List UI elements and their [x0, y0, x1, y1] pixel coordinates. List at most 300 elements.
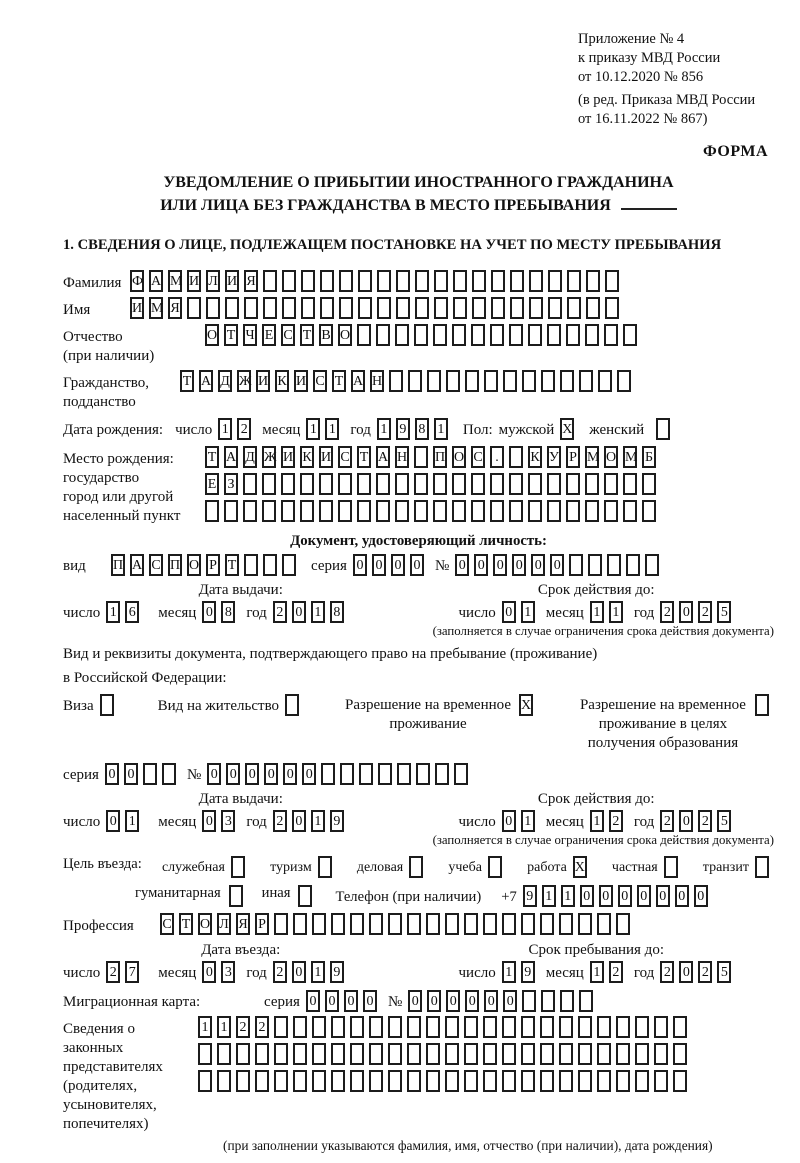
char-cell[interactable]	[433, 500, 447, 522]
char-cell[interactable]	[217, 1070, 231, 1092]
char-cell[interactable]: 1	[434, 418, 448, 440]
char-cell[interactable]: 2	[273, 961, 287, 983]
char-cell[interactable]	[623, 500, 637, 522]
char-cell[interactable]: Т	[225, 554, 239, 576]
char-cell[interactable]	[369, 1070, 383, 1092]
char-cell[interactable]: 1	[198, 1016, 212, 1038]
char-cell[interactable]: Д	[218, 370, 232, 392]
char-cell[interactable]: 0	[679, 810, 693, 832]
purpose-official-checkbox[interactable]	[231, 856, 250, 878]
char-cell[interactable]	[340, 763, 354, 785]
char-cell[interactable]: И	[319, 446, 333, 468]
char-cell[interactable]	[377, 270, 391, 292]
char-cell[interactable]	[605, 297, 619, 319]
char-cell[interactable]: 1	[590, 961, 604, 983]
char-cell[interactable]	[566, 500, 580, 522]
char-cell[interactable]	[301, 297, 315, 319]
birthdate-year-input[interactable]	[377, 418, 453, 440]
char-cell[interactable]: А	[130, 554, 144, 576]
char-cell[interactable]	[521, 1043, 535, 1065]
purpose-work-checkbox[interactable]	[573, 856, 592, 878]
char-cell[interactable]	[654, 1070, 668, 1092]
char-cell[interactable]: 2	[698, 810, 712, 832]
char-cell[interactable]	[293, 913, 307, 935]
char-cell[interactable]	[559, 1016, 573, 1038]
stay-until-day[interactable]	[502, 961, 540, 983]
char-cell[interactable]: И	[225, 270, 239, 292]
char-cell[interactable]	[548, 270, 562, 292]
char-cell[interactable]	[547, 473, 561, 495]
char-cell[interactable]	[217, 1043, 231, 1065]
char-cell[interactable]: Н	[395, 446, 409, 468]
char-cell[interactable]	[206, 297, 220, 319]
birthplace-line1-input[interactable]	[205, 446, 661, 468]
char-cell[interactable]: П	[168, 554, 182, 576]
char-cell[interactable]	[244, 297, 258, 319]
char-cell[interactable]	[255, 1070, 269, 1092]
char-cell[interactable]: Я	[244, 270, 258, 292]
char-cell[interactable]: 0	[353, 554, 367, 576]
char-cell[interactable]: 1	[217, 1016, 231, 1038]
char-cell[interactable]	[521, 1016, 535, 1038]
purpose-private-checkbox[interactable]	[664, 856, 683, 878]
char-cell[interactable]	[414, 446, 428, 468]
char-cell[interactable]	[446, 370, 460, 392]
birthdate-day-input[interactable]	[218, 418, 256, 440]
birthplace-line2-input[interactable]	[205, 473, 661, 495]
char-cell[interactable]: 0	[474, 554, 488, 576]
char-cell[interactable]	[510, 297, 524, 319]
char-cell[interactable]	[357, 324, 371, 346]
char-cell[interactable]: 0	[408, 990, 422, 1012]
char-cell[interactable]	[635, 1016, 649, 1038]
char-cell[interactable]	[464, 1016, 478, 1038]
char-cell[interactable]: 0	[465, 990, 479, 1012]
firstname-input[interactable]	[130, 297, 624, 319]
char-cell[interactable]	[416, 763, 430, 785]
char-cell[interactable]	[274, 1070, 288, 1092]
char-cell[interactable]	[472, 297, 486, 319]
char-cell[interactable]	[243, 473, 257, 495]
char-cell[interactable]: Т	[357, 446, 371, 468]
char-cell[interactable]: 0	[656, 885, 670, 907]
char-cell[interactable]: 0	[618, 885, 632, 907]
identity-expiry-month[interactable]	[590, 601, 628, 623]
char-cell[interactable]	[560, 370, 574, 392]
char-cell[interactable]	[321, 763, 335, 785]
char-cell[interactable]	[434, 297, 448, 319]
char-cell[interactable]	[471, 500, 485, 522]
char-cell[interactable]	[540, 1070, 554, 1092]
identity-issue-year[interactable]	[273, 601, 349, 623]
char-cell[interactable]	[585, 324, 599, 346]
char-cell[interactable]: О	[205, 324, 219, 346]
char-cell[interactable]: 0	[531, 554, 545, 576]
char-cell[interactable]	[502, 1043, 516, 1065]
char-cell[interactable]: 2	[273, 810, 287, 832]
char-cell[interactable]: 1	[502, 961, 516, 983]
char-cell[interactable]: 2	[698, 961, 712, 983]
char-cell[interactable]	[312, 913, 326, 935]
char-cell[interactable]	[338, 473, 352, 495]
char-cell[interactable]: 1	[542, 885, 556, 907]
char-cell[interactable]: 0	[599, 885, 613, 907]
char-cell[interactable]	[407, 1016, 421, 1038]
char-cell[interactable]	[673, 1016, 687, 1038]
char-cell[interactable]	[559, 1070, 573, 1092]
char-cell[interactable]: 9	[396, 418, 410, 440]
char-cell[interactable]	[414, 500, 428, 522]
char-cell[interactable]	[274, 1043, 288, 1065]
char-cell[interactable]	[396, 297, 410, 319]
char-cell[interactable]: 2	[236, 1016, 250, 1038]
char-cell[interactable]	[483, 1016, 497, 1038]
char-cell[interactable]	[471, 324, 485, 346]
purpose-transit-checkbox[interactable]	[755, 856, 774, 878]
char-cell[interactable]	[588, 554, 602, 576]
char-cell[interactable]: О	[198, 913, 212, 935]
char-cell[interactable]	[407, 913, 421, 935]
char-cell[interactable]: О	[604, 446, 618, 468]
char-cell[interactable]	[586, 270, 600, 292]
char-cell[interactable]	[298, 885, 312, 907]
char-cell[interactable]: Т	[179, 913, 193, 935]
char-cell[interactable]: О	[338, 324, 352, 346]
identity-issue-day[interactable]	[106, 601, 144, 623]
char-cell[interactable]	[205, 500, 219, 522]
char-cell[interactable]: 0	[493, 554, 507, 576]
char-cell[interactable]	[464, 1070, 478, 1092]
char-cell[interactable]: 1	[125, 810, 139, 832]
char-cell[interactable]	[433, 473, 447, 495]
char-cell[interactable]: 0	[283, 763, 297, 785]
char-cell[interactable]	[626, 554, 640, 576]
char-cell[interactable]	[434, 270, 448, 292]
char-cell[interactable]	[339, 297, 353, 319]
char-cell[interactable]	[547, 500, 561, 522]
char-cell[interactable]: 2	[255, 1016, 269, 1038]
char-cell[interactable]	[407, 1070, 421, 1092]
char-cell[interactable]	[491, 297, 505, 319]
char-cell[interactable]	[331, 1016, 345, 1038]
char-cell[interactable]	[331, 1043, 345, 1065]
char-cell[interactable]	[453, 270, 467, 292]
char-cell[interactable]	[578, 913, 592, 935]
char-cell[interactable]	[369, 1043, 383, 1065]
char-cell[interactable]	[472, 270, 486, 292]
char-cell[interactable]: О	[452, 446, 466, 468]
purpose-other-checkbox[interactable]	[298, 885, 317, 907]
char-cell[interactable]: 0	[502, 601, 516, 623]
char-cell[interactable]	[673, 1070, 687, 1092]
char-cell[interactable]	[567, 270, 581, 292]
char-cell[interactable]	[490, 324, 504, 346]
char-cell[interactable]: П	[433, 446, 447, 468]
char-cell[interactable]: 9	[523, 885, 537, 907]
char-cell[interactable]	[673, 1043, 687, 1065]
representatives-line3-input[interactable]	[198, 1070, 692, 1092]
char-cell[interactable]	[616, 1043, 630, 1065]
char-cell[interactable]	[100, 694, 114, 716]
char-cell[interactable]	[388, 1070, 402, 1092]
profession-input[interactable]	[160, 913, 635, 935]
char-cell[interactable]	[547, 324, 561, 346]
char-cell[interactable]	[623, 473, 637, 495]
char-cell[interactable]	[509, 500, 523, 522]
char-cell[interactable]	[452, 500, 466, 522]
char-cell[interactable]: 9	[330, 961, 344, 983]
char-cell[interactable]: X	[573, 856, 587, 878]
char-cell[interactable]: 0	[264, 763, 278, 785]
char-cell[interactable]: 0	[292, 810, 306, 832]
residence-issue-day[interactable]	[106, 810, 144, 832]
option-temporary-residence-checkbox[interactable]	[519, 694, 538, 716]
char-cell[interactable]	[521, 1070, 535, 1092]
representatives-line1-input[interactable]	[198, 1016, 692, 1038]
char-cell[interactable]: 0	[550, 554, 564, 576]
char-cell[interactable]: 0	[372, 554, 386, 576]
char-cell[interactable]: 5	[717, 601, 731, 623]
char-cell[interactable]	[445, 1070, 459, 1092]
char-cell[interactable]	[415, 270, 429, 292]
char-cell[interactable]	[426, 913, 440, 935]
option-visa-checkbox[interactable]	[100, 694, 119, 716]
char-cell[interactable]	[607, 554, 621, 576]
char-cell[interactable]: 5	[717, 961, 731, 983]
char-cell[interactable]	[396, 270, 410, 292]
char-cell[interactable]: З	[224, 473, 238, 495]
char-cell[interactable]	[597, 1016, 611, 1038]
char-cell[interactable]: Р	[566, 446, 580, 468]
residence-expiry-day[interactable]	[502, 810, 540, 832]
char-cell[interactable]	[229, 885, 243, 907]
surname-input[interactable]	[130, 270, 624, 292]
char-cell[interactable]: И	[256, 370, 270, 392]
char-cell[interactable]	[465, 370, 479, 392]
char-cell[interactable]	[357, 500, 371, 522]
char-cell[interactable]: 8	[415, 418, 429, 440]
char-cell[interactable]: 0	[245, 763, 259, 785]
char-cell[interactable]	[490, 473, 504, 495]
stay-until-year[interactable]	[660, 961, 736, 983]
char-cell[interactable]: 0	[363, 990, 377, 1012]
char-cell[interactable]	[301, 270, 315, 292]
char-cell[interactable]	[350, 1043, 364, 1065]
char-cell[interactable]: 2	[660, 810, 674, 832]
char-cell[interactable]	[281, 500, 295, 522]
char-cell[interactable]	[231, 856, 245, 878]
char-cell[interactable]: 0	[325, 990, 339, 1012]
char-cell[interactable]	[502, 1070, 516, 1092]
char-cell[interactable]: С	[471, 446, 485, 468]
char-cell[interactable]	[350, 1070, 364, 1092]
char-cell[interactable]: 0	[502, 810, 516, 832]
char-cell[interactable]: 0	[124, 763, 138, 785]
char-cell[interactable]: 1	[561, 885, 575, 907]
char-cell[interactable]	[464, 913, 478, 935]
char-cell[interactable]	[445, 913, 459, 935]
char-cell[interactable]	[755, 856, 769, 878]
char-cell[interactable]	[312, 1016, 326, 1038]
char-cell[interactable]: Ж	[237, 370, 251, 392]
char-cell[interactable]	[509, 324, 523, 346]
char-cell[interactable]: 1	[325, 418, 339, 440]
char-cell[interactable]	[300, 473, 314, 495]
char-cell[interactable]	[388, 1016, 402, 1038]
char-cell[interactable]: А	[199, 370, 213, 392]
char-cell[interactable]	[433, 324, 447, 346]
residence-expiry-year[interactable]	[660, 810, 736, 832]
char-cell[interactable]: И	[187, 270, 201, 292]
char-cell[interactable]	[395, 324, 409, 346]
char-cell[interactable]: 1	[106, 601, 120, 623]
char-cell[interactable]: А	[376, 446, 390, 468]
residence-issue-month[interactable]	[202, 810, 240, 832]
char-cell[interactable]	[395, 500, 409, 522]
char-cell[interactable]: 0	[637, 885, 651, 907]
char-cell[interactable]: Я	[168, 297, 182, 319]
char-cell[interactable]	[281, 473, 295, 495]
char-cell[interactable]	[388, 1043, 402, 1065]
char-cell[interactable]: Р	[255, 913, 269, 935]
char-cell[interactable]	[522, 370, 536, 392]
char-cell[interactable]	[656, 418, 670, 440]
char-cell[interactable]: 1	[521, 601, 535, 623]
char-cell[interactable]	[395, 473, 409, 495]
char-cell[interactable]	[282, 270, 296, 292]
char-cell[interactable]	[243, 500, 257, 522]
char-cell[interactable]: 9	[521, 961, 535, 983]
char-cell[interactable]	[484, 370, 498, 392]
char-cell[interactable]	[224, 500, 238, 522]
migration-series-input[interactable]	[306, 990, 382, 1012]
char-cell[interactable]	[566, 324, 580, 346]
char-cell[interactable]	[376, 473, 390, 495]
char-cell[interactable]	[358, 297, 372, 319]
char-cell[interactable]: 1	[521, 810, 535, 832]
char-cell[interactable]: 2	[660, 961, 674, 983]
char-cell[interactable]: И	[294, 370, 308, 392]
char-cell[interactable]: К	[275, 370, 289, 392]
char-cell[interactable]: 0	[344, 990, 358, 1012]
representatives-line2-input[interactable]	[198, 1043, 692, 1065]
char-cell[interactable]: А	[351, 370, 365, 392]
char-cell[interactable]: В	[319, 324, 333, 346]
char-cell[interactable]: Н	[370, 370, 384, 392]
residence-number-input[interactable]	[207, 763, 473, 785]
char-cell[interactable]: 8	[330, 601, 344, 623]
citizenship-input[interactable]	[180, 370, 636, 392]
char-cell[interactable]	[319, 500, 333, 522]
char-cell[interactable]: 8	[221, 601, 235, 623]
char-cell[interactable]	[339, 270, 353, 292]
char-cell[interactable]	[579, 370, 593, 392]
char-cell[interactable]	[605, 270, 619, 292]
char-cell[interactable]	[453, 297, 467, 319]
char-cell[interactable]	[427, 370, 441, 392]
residence-issue-year[interactable]	[273, 810, 349, 832]
char-cell[interactable]: 1	[590, 810, 604, 832]
char-cell[interactable]	[598, 370, 612, 392]
char-cell[interactable]	[521, 913, 535, 935]
char-cell[interactable]	[274, 1016, 288, 1038]
char-cell[interactable]: 0	[306, 990, 320, 1012]
entry-year[interactable]	[273, 961, 349, 983]
char-cell[interactable]	[143, 763, 157, 785]
char-cell[interactable]	[616, 1070, 630, 1092]
char-cell[interactable]: Т	[224, 324, 238, 346]
char-cell[interactable]: 0	[202, 810, 216, 832]
char-cell[interactable]	[616, 1016, 630, 1038]
char-cell[interactable]	[452, 473, 466, 495]
char-cell[interactable]	[529, 270, 543, 292]
char-cell[interactable]: 0	[675, 885, 689, 907]
char-cell[interactable]	[509, 446, 523, 468]
char-cell[interactable]: М	[149, 297, 163, 319]
char-cell[interactable]	[528, 324, 542, 346]
char-cell[interactable]	[435, 763, 449, 785]
entry-day[interactable]	[106, 961, 144, 983]
char-cell[interactable]: Т	[332, 370, 346, 392]
char-cell[interactable]	[540, 1016, 554, 1038]
char-cell[interactable]	[755, 694, 769, 716]
birthdate-month-input[interactable]	[306, 418, 344, 440]
char-cell[interactable]	[578, 1016, 592, 1038]
char-cell[interactable]	[617, 370, 631, 392]
char-cell[interactable]	[452, 324, 466, 346]
char-cell[interactable]: Л	[217, 913, 231, 935]
char-cell[interactable]: Д	[243, 446, 257, 468]
char-cell[interactable]	[597, 1043, 611, 1065]
purpose-study-checkbox[interactable]	[488, 856, 507, 878]
char-cell[interactable]: Т	[205, 446, 219, 468]
char-cell[interactable]	[263, 297, 277, 319]
char-cell[interactable]	[376, 500, 390, 522]
char-cell[interactable]	[225, 297, 239, 319]
char-cell[interactable]	[491, 270, 505, 292]
char-cell[interactable]: 2	[609, 961, 623, 983]
char-cell[interactable]: 1	[311, 961, 325, 983]
char-cell[interactable]	[635, 1070, 649, 1092]
char-cell[interactable]	[502, 913, 516, 935]
char-cell[interactable]	[567, 297, 581, 319]
char-cell[interactable]: 2	[660, 601, 674, 623]
char-cell[interactable]	[263, 270, 277, 292]
char-cell[interactable]: 0	[694, 885, 708, 907]
char-cell[interactable]: 0	[484, 990, 498, 1012]
char-cell[interactable]: 0	[207, 763, 221, 785]
char-cell[interactable]: Л	[206, 270, 220, 292]
sex-female-checkbox[interactable]	[656, 418, 675, 440]
char-cell[interactable]	[579, 990, 593, 1012]
char-cell[interactable]	[426, 1043, 440, 1065]
char-cell[interactable]	[559, 1043, 573, 1065]
char-cell[interactable]: Е	[205, 473, 219, 495]
char-cell[interactable]: 0	[105, 763, 119, 785]
char-cell[interactable]	[642, 500, 656, 522]
char-cell[interactable]: О	[187, 554, 201, 576]
char-cell[interactable]	[274, 913, 288, 935]
char-cell[interactable]: С	[160, 913, 174, 935]
char-cell[interactable]: 0	[292, 601, 306, 623]
char-cell[interactable]	[236, 1070, 250, 1092]
char-cell[interactable]: А	[224, 446, 238, 468]
char-cell[interactable]	[407, 1043, 421, 1065]
char-cell[interactable]	[604, 324, 618, 346]
residence-expiry-month[interactable]	[590, 810, 628, 832]
char-cell[interactable]	[604, 500, 618, 522]
char-cell[interactable]	[490, 500, 504, 522]
